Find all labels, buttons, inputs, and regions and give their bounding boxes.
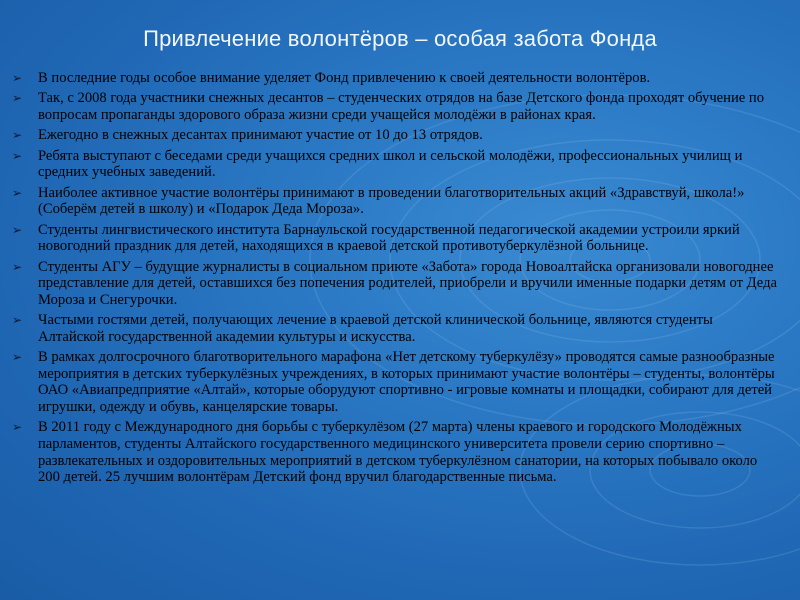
bullet-text: Так, с 2008 года участники снежных десантов – студенческих отрядов на базе Детского фонда проходят обучение по вопросам пропаганды здорового образа жизни среди учащейся молодёжи в районах края. (38, 90, 764, 123)
bullet-item (12, 148, 782, 181)
bullet-item (12, 185, 782, 218)
chevron-right-icon: ➢ (12, 71, 23, 85)
chevron-right-icon: ➢ (12, 222, 23, 237)
bullet-item (12, 419, 782, 485)
chevron-right-icon: ➢ (12, 259, 23, 274)
bullet-item (12, 127, 782, 144)
bullet-text: В последние годы особое внимание уделяет Фонд привлечению к своей деятельности волонтёров. (38, 70, 651, 86)
bullet-text: В 2011 году с Международного дня борьбы с туберкулёзом (27 марта) члены краевого и городского Молодёжных парламентов, студенты Алтайского государственного медицинского университета провели серию спортивно – развлекательных и оздоровительных мероприятий в детском туберкулёзном санатории, на которых побывало около 200 детей. 25 лучшим волонтёрам Детский фонд вручил благодарственные письма. (38, 419, 758, 486)
chevron-right-icon: ➢ (12, 128, 23, 143)
bullet-item (12, 90, 782, 123)
bullet-text: Студенты лингвистического института Барнаульской государственной педагогической академии устроили яркий новогодний праздник для детей, находящихся в краевой детской противотуберкулёзной больнице. (38, 221, 740, 255)
chevron-right-icon: ➢ (12, 350, 23, 365)
bullet-text: Студенты АГУ – будущие журналисты в социальном приюте «Забота» города Новоалтайска организовали новогоднее представление для детей, оставшихся без попечения родителей, приобрели и вручили именные подарки детям от Деда Мороза и Снегурочки. (38, 258, 777, 308)
chevron-right-icon: ➢ (12, 420, 23, 435)
bullet-text: Ребята выступают с беседами среди учащихся средних школ и сельской молодёжи, профессиональных училищ и средних учебных заведений. (38, 147, 743, 181)
bullet-list (12, 70, 782, 490)
bullet-item (12, 70, 782, 87)
bullet-text: Наиболее активное участие волонтёры принимают в проведении благотворительных акций «Здравствуй, школа!» (Соберём детей в школу) и «Подарок Деда Мороза». (38, 184, 745, 218)
slide-title: Привлечение волонтёров – особая забота Фонда (143, 26, 657, 51)
bullet-text: Ежегодно в снежных десантах принимают участие от 10 до 13 отрядов. (38, 127, 483, 144)
chevron-right-icon: ➢ (12, 148, 23, 163)
bullet-text: Частыми гостями детей, получающих лечение в краевой детской клинической больнице, являются студенты Алтайской государственной академии культуры и искусства. (38, 312, 713, 345)
bullet-item (12, 349, 782, 415)
bullet-item (12, 222, 782, 255)
chevron-right-icon: ➢ (12, 91, 23, 106)
bullet-item (12, 312, 782, 345)
chevron-right-icon: ➢ (12, 313, 23, 328)
bullet-item (12, 259, 782, 309)
bullet-text: В рамках долгосрочного благотворительного марафона «Нет детскому туберкулёзу» проводятся самые разнообразные мероприятия в детских туберкулёзных учреждениях, в которых принимают участие волонтёры – студенты, волонтёры ОАО «Авиапредприятие «Алтай», которые оборудуют спортивно - игровые комнаты и площадки, собирают для детей игрушки, одежду и обувь, канцелярские товары. (38, 349, 775, 416)
chevron-right-icon: ➢ (12, 185, 23, 200)
